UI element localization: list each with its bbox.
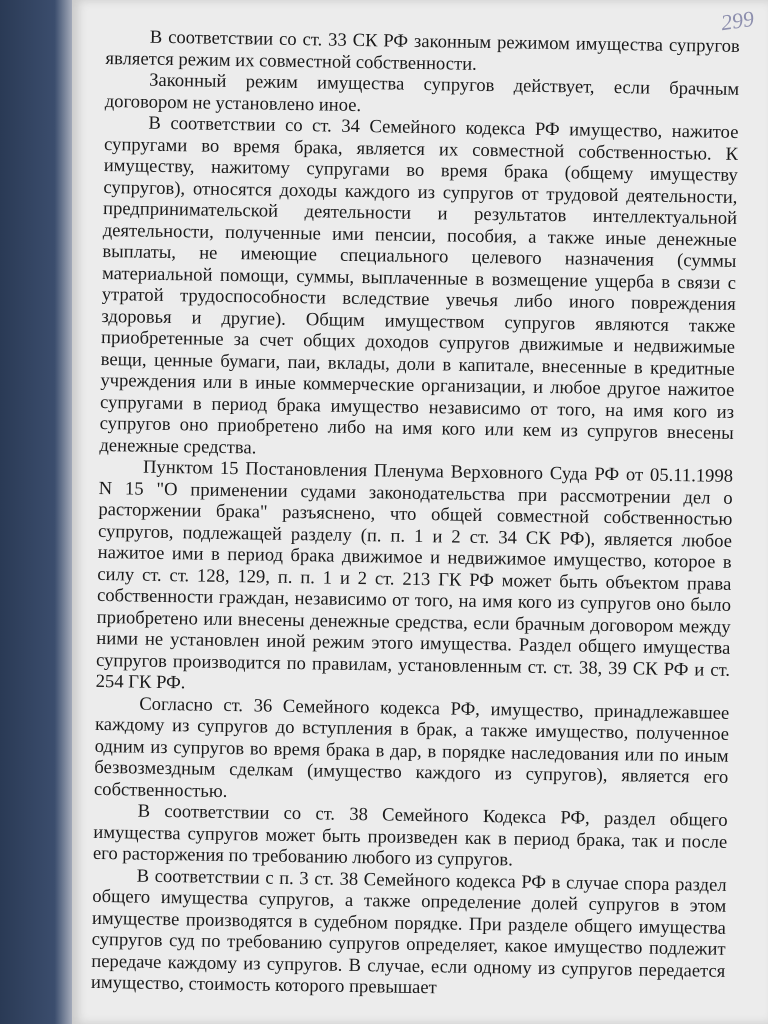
- paragraph-2: Законный режим имущества супругов действует, если брачным договором не установлено иное.: [104, 69, 740, 116]
- paragraph-7: В соответствии с п. 3 ст. 38 Семейного кодекса РФ в случае спора раздел общего имущества супругов, а также определение долей супругов в этом имуществе производятся в судебном порядке. При разделе общего имущества супругов суд по требованию супругов определяет, какое имущество подлежит передаче каждому из супругов. В случае, если одному из супругов передается имущество, стоимость которого превышает: [90, 865, 727, 999]
- handwritten-page-number: 299: [719, 5, 756, 36]
- paragraph-5: Согласно ст. 36 Семейного кодекса РФ, имущество, принадлежавшее каждому из супругов до вступления в брак, а также имущество, полученное одним из супругов во время брака в дар, в порядке наследования или по иным безвозмездным сделкам (имущество каждого из супругов), является его собственностью.: [93, 693, 730, 802]
- paragraph-3: В соответствии со ст. 34 Семейного кодекса РФ имущество, нажитое супругами во время брака, является их совместной собственностью. К имуществу, нажитому супругами во время брака (общему имуществу супругов), относятся доходы каждого из супругов от трудовой деятельности, предпринимательской деятельности и результатов интеллектуальной деятельности, полученные ими пенсии, пособия, а также иные денежные выплаты, не имеющие специального целевого назначения (суммы материальной помощи, суммы, выплаченные в возмещение ущерба в связи с утратой трудоспособности вследствие увечья либо иного повреждения здоровья и другие). Общим имуществом супругов являются также приобретенные за счет общих доходов супругов движимые и недвижимые вещи, ценные бумаги, паи, вклады, доли в капитале, внесенные в кредитные учреждения или в иные коммерческие организации, и любое другое нажитое супругами в период брака имущество независимо от того, на имя кого из супругов оно приобретено либо на имя кого или кем из супругов внесены денежные средства.: [99, 112, 739, 458]
- paragraph-6: В соответствии со ст. 38 Семейного Кодекса РФ, раздел общего имущества супругов может быть произведен как в период брака, так и после его расторжения по требованию любого из супругов.: [92, 800, 728, 871]
- document-page: [72, 0, 768, 1024]
- document-text: [91, 26, 740, 1003]
- paragraph-1: В соответствии со ст. 33 СК РФ законным режимом имущества супругов является режим их совместной собственности.: [105, 26, 740, 75]
- paragraph-4: Пунктом 15 Постановления Пленума Верховного Суда РФ от 05.11.1998 N 15 "О применении судами законодательства при рассмотрении дел о расторжении брака" разъяснено, что общей совместной собственностью супругов, подлежащей разделу (п. п. 1 и 2 ст. 34 СК РФ), является любое нажитое ими в период брака движимое и недвижимое имущество, которое в силу ст. ст. 128, 129, п. п. 1 и 2 ст. 213 ГК РФ может быть объектом права собственности граждан, независимо от того, на имя кого из супругов оно было приобретено или внесены денежные средства, если брачным договором между ними не установлен иной режим этого имущества. Раздел общего имущества супругов производится по правилам, установленным ст. ст. 38, 39 СК РФ и ст. 254 ГК РФ.: [95, 456, 734, 694]
- binder-edge: [0, 0, 78, 1024]
